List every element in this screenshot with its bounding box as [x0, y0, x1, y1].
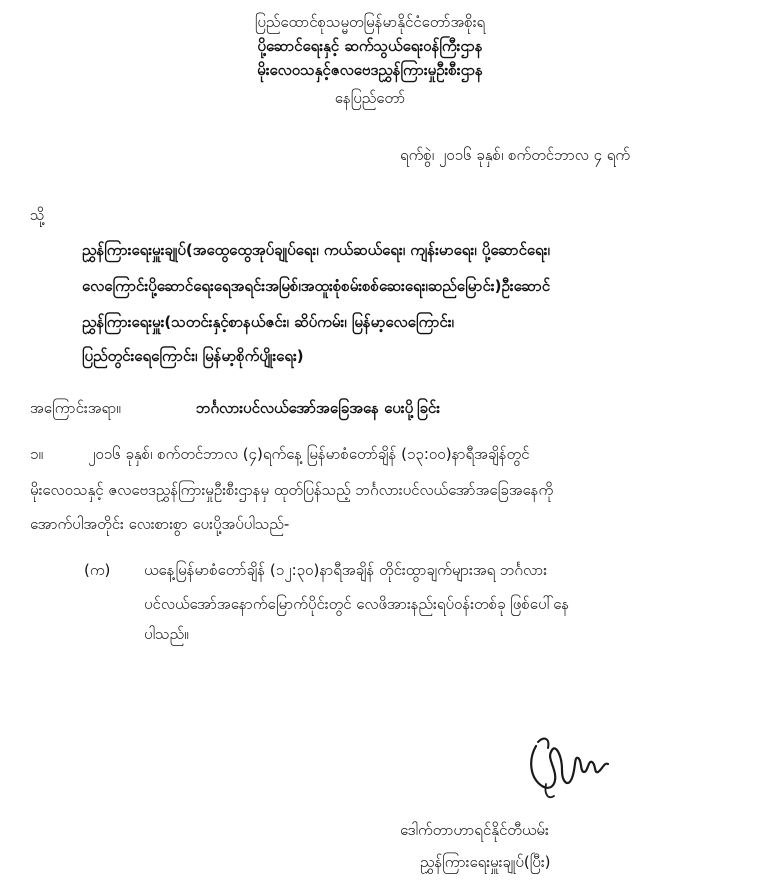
paragraph-line-1: ၂၀၁၆ ခုနှစ်၊ စက်တင်ဘာလ (၄)ရက်နေ့ မြန်မာစံတော်ချိန် (၁၃:၀၀)နာရီအချိန်တွင်	[88, 445, 530, 463]
header-ministry: ပို့ဆောင်ရေးနှင့် ဆက်သွယ်ရေးဝန်ကြီးဌာန	[257, 37, 483, 55]
paragraph-number: ၁။	[30, 445, 43, 463]
subject-label: အကြောင်းအရာ။	[30, 399, 121, 417]
header-government: ပြည်ထောင်စုသမ္မတမြန်မာနိုင်ငံတော်အစိုးရ	[254, 13, 486, 31]
signatory-name: ဒေါက်တာဟာရင်နိုင်တီယမ်း	[400, 821, 549, 839]
paragraph-line-2: မိုးလေဝသနှင့် ဇလဗေဒညွှန်ကြားမှုဦးစီးဌာနမှ ထုတ်ပြန်သည့် ဘင်္ဂလားပင်လယ်အော်အခြေအနေကို	[30, 481, 554, 499]
letter-date: ရက်စွဲ၊ ၂၀၁၆ ခုနှစ်၊ စက်တင်ဘာလ ၄ ရက်	[400, 146, 631, 164]
recipient-line-3: ညွှန်ကြားရေးမှူး(သတင်းနှင့်စာနယ်ဇင်း၊ ဆိပ်ကမ်း၊ မြန်မာ့လေကြောင်း၊	[82, 313, 454, 331]
paragraph-line-3: အောက်ပါအတိုင်း လေးစားစွာ ပေးပို့အပ်ပါသည်-	[30, 515, 290, 533]
item-line-2: ပင်လယ်အော်အနောက်မြောက်ပိုင်းတွင် လေဖိအားနည်းရပ်ဝန်းတစ်ခု ဖြစ်ပေါ်နေ	[144, 595, 570, 613]
handwritten-signature	[518, 726, 618, 806]
recipient-line-4: ပြည်တွင်းရေကြောင်း၊ မြန်မာ့စိုက်ပျိုးရေး)	[82, 347, 304, 365]
recipient-line-1: ညွှန်ကြားရေးမှူးချုပ်(အထွေထွေအုပ်ချုပ်ရေး၊ ကယ်ဆယ်ရေး၊ ကျန်းမာရေး၊ ပို့ဆောင်ရေး၊	[82, 241, 550, 259]
item-line-3: ပါသည်။	[144, 625, 189, 643]
item-marker: (က)	[84, 561, 111, 579]
to-label: သို့	[30, 206, 45, 224]
item-line-1: ယနေ့မြန်မာစံတော်ချိန် (၁၂:၃၀)နာရီအချိန် တိုင်းထွာချက်များအရ ဘင်္ဂလား	[144, 561, 548, 579]
header-location: နေပြည်တော်	[334, 89, 406, 107]
recipient-line-2: လေကြောင်းပို့ဆောင်ရေးရေအရင်းအမြစ်၊အထူးစုံစမ်းစစ်ဆေးရေး၊ဆည်မြောင်း)ဦးဆောင်	[82, 277, 551, 295]
header-department: မိုးလေဝသနှင့်ဇလဗေဒညွှန်ကြားမှုဦးစီးဌာန	[257, 61, 483, 79]
subject-text: ဘင်္ဂလားပင်လယ်အော်အခြေအနေ ပေးပို့ခြင်း	[196, 399, 441, 417]
signatory-title: ညွှန်ကြားရေးမှူးချုပ်(ပြီး)	[420, 853, 551, 871]
